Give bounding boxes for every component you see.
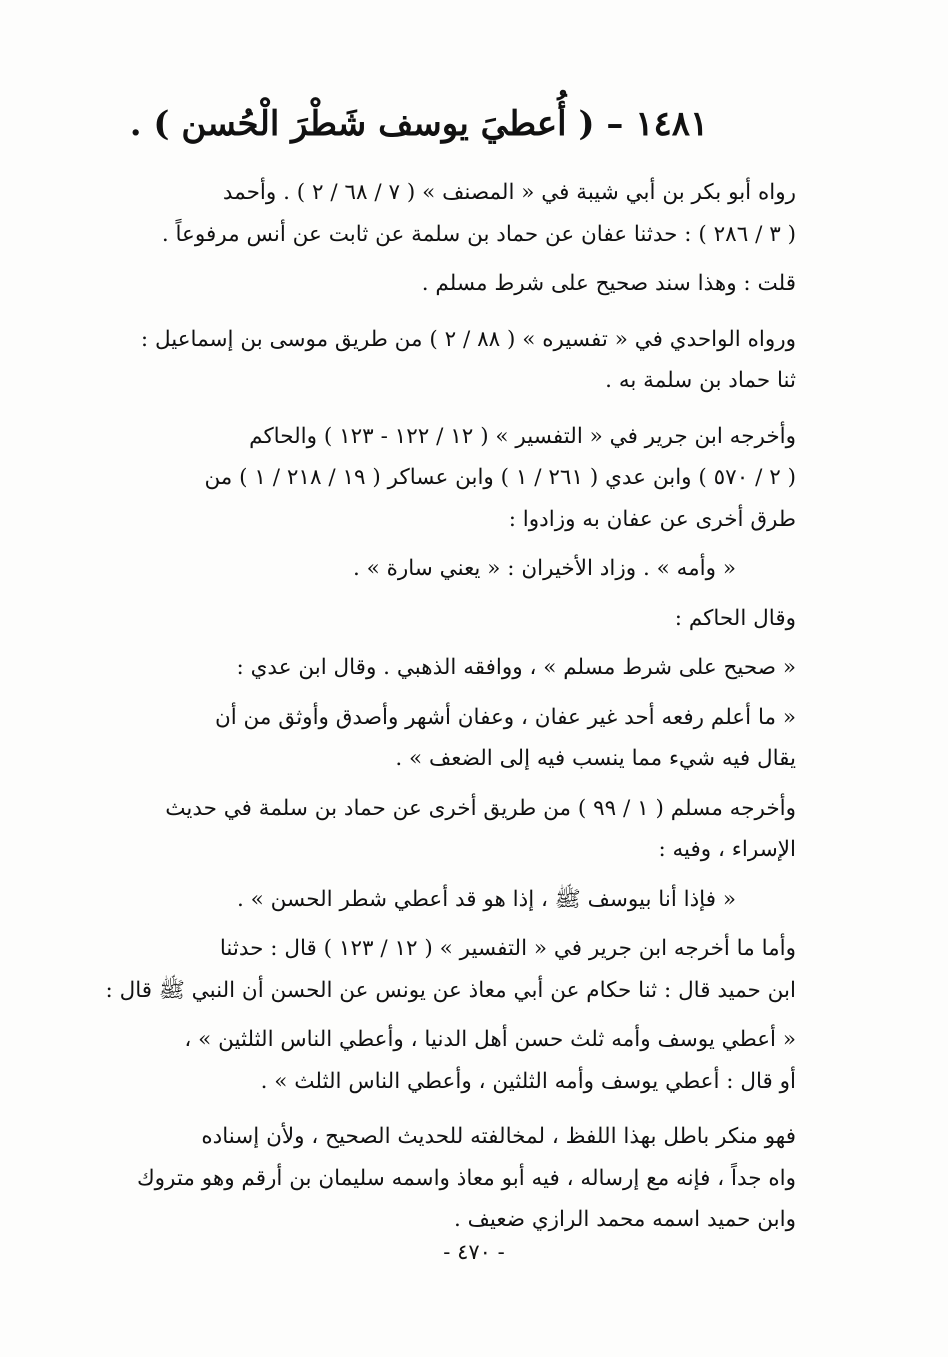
paragraph-narration [94,172,820,255]
text-line: « فإذا أنا بيوسف ﷺ ، إذا هو قد أعطي شطر الحسن » . [237,886,736,912]
paragraph-comment [94,598,820,640]
paragraph-narration [94,319,820,402]
text-line: قلت : وهذا سند صحيح على شرط مسلم . [421,271,796,296]
text-line: أو قال : أعطي يوسف وأمه الثلثين ، وأعطي الناس الثلث » . [260,1068,796,1094]
text-line: وأخرجه مسلم ( ١ / ٩٩ ) من طريق أخرى عن حماد بن سلمة في حديث [165,795,796,821]
text-line: وأخرجه ابن جرير في « التفسير » ( ١٢ / ١٢٢ - ١٢٣ ) والحاكم [249,423,796,449]
paragraph-quote [94,1019,820,1102]
text-line: وقال الحاكم : [674,605,796,631]
paragraph-quote [94,548,820,590]
page-number: - ٤٧٠ - [443,1240,505,1264]
text-line: ابن حميد قال : ثنا حكام عن أبي معاذ عن يونس عن الحسن أن النبي ﷺ قال : [105,977,796,1003]
text-line: « أعطي يوسف وأمه ثلث حسن أهل الدنيا ، وأعطي الناس الثلثين » ، [184,1027,796,1052]
text-line: وأما ما أخرجه ابن جرير في « التفسير » ( ١٢ / ١٢٣ ) قال : حدثنا [219,936,796,961]
paragraph-quote [94,647,820,689]
paragraph-narration [94,416,820,541]
paragraph-quote [94,697,820,780]
text-line: ( ٣ / ٢٨٦ ) : حدثنا عفان عن حماد بن سلمة عن ثابت عن أنس مرفوعاً . [161,221,796,247]
paragraph-quote [94,879,820,921]
text-line: « وأمه » . وزاد الأخيران : « يعني سارة » . [352,556,736,581]
hadith-heading: ١٤٨١ – ( أُعطيَ يوسف شَطْرَ الْحُسن ) . [129,104,709,144]
text-line: يقال فيه شيء مما ينسب فيه إلى الضعف » . [395,746,796,771]
paragraph-comment [94,263,820,305]
text-line: فهو منكر باطل بهذا اللفظ ، لمخالفته للحديث الصحيح ، ولأن إسناده [201,1124,796,1149]
paragraph-verdict [94,1116,820,1241]
paragraph-narration [94,788,820,871]
text-line: واه جداً ، فإنه مع إرساله ، فيه أبو معاذ واسمه سليمان بن أرقم وهو متروك [136,1165,796,1191]
text-line: ورواه الواحدي في « تفسيره » ( ٨٨ / ٢ ) من طريق موسى بن إسماعيل : [140,326,796,352]
body-text [94,172,820,1249]
text-line: رواه أبو بكر بن أبي شيبة في « المصنف » ( ٧ / ٦٨ / ٢ ) . وأحمد [222,180,796,205]
text-line: ( ٢ / ٥٧٠ ) وابن عدي ( ٢٦١ / ١ ) وابن عساكر ( ١٩ / ٢١٨ / ١ ) من [204,465,796,490]
text-line: وابن حميد اسمه محمد الرازي ضعيف . [453,1207,796,1232]
text-line: طرق أخرى عن عفان به وزادوا : [508,506,796,532]
text-line: الإسراء ، وفيه : [658,837,796,862]
text-line: « صحيح على شرط مسلم » ، ووافقه الذهبي . وقال ابن عدي : [236,655,796,680]
text-line: ثنا حماد بن سلمة به . [605,368,796,393]
text-line: « ما أعلم رفعه أحد غير عفان ، وعفان أشهر وأصدق وأوثق من أن [214,704,796,730]
paragraph-narration [94,928,820,1011]
